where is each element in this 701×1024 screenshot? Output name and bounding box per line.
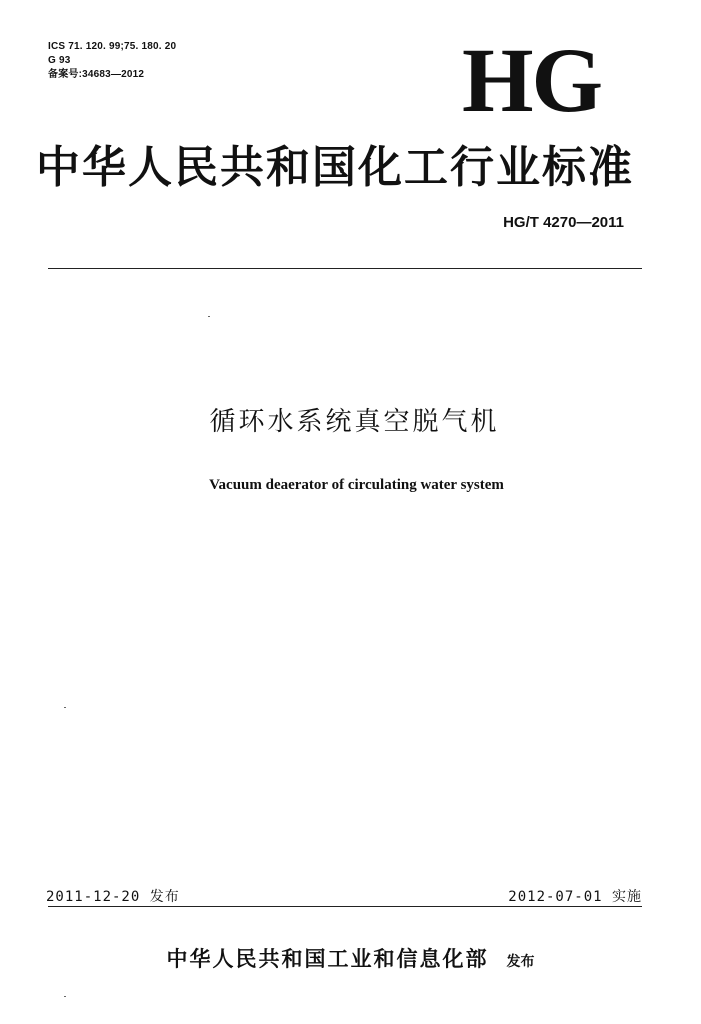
- issuer-line: [0, 945, 701, 976]
- issuer-name: 中华人民共和国工业和信息化部: [166, 947, 489, 971]
- document-title-english: Vacuum deaerator of circulating water system: [209, 477, 504, 493]
- hg-logo: HG: [462, 29, 602, 131]
- ics-code: ICS 71. 120. 99;75. 180. 20: [48, 41, 177, 52]
- filing-number: 备案号:34683—2012: [48, 69, 145, 80]
- bottom-divider: [48, 906, 642, 907]
- issuer-suffix: 发布: [506, 954, 535, 970]
- standard-number: HG/T 4270—2011: [503, 214, 624, 231]
- implementation-date: 2012-07-01 实施: [508, 889, 642, 905]
- scan-speck: [64, 707, 66, 708]
- top-divider: [48, 268, 642, 269]
- scan-speck: [208, 316, 210, 317]
- issue-date: 2011-12-20 发布: [46, 889, 180, 905]
- meta-block: [48, 40, 176, 82]
- scan-speck: [64, 996, 66, 997]
- classification-code: G 93: [48, 55, 71, 66]
- standard-type-heading: 中华人民共和国化工行业标准: [36, 142, 634, 193]
- document-title-chinese: 循环水系统真空脱气机: [209, 407, 500, 437]
